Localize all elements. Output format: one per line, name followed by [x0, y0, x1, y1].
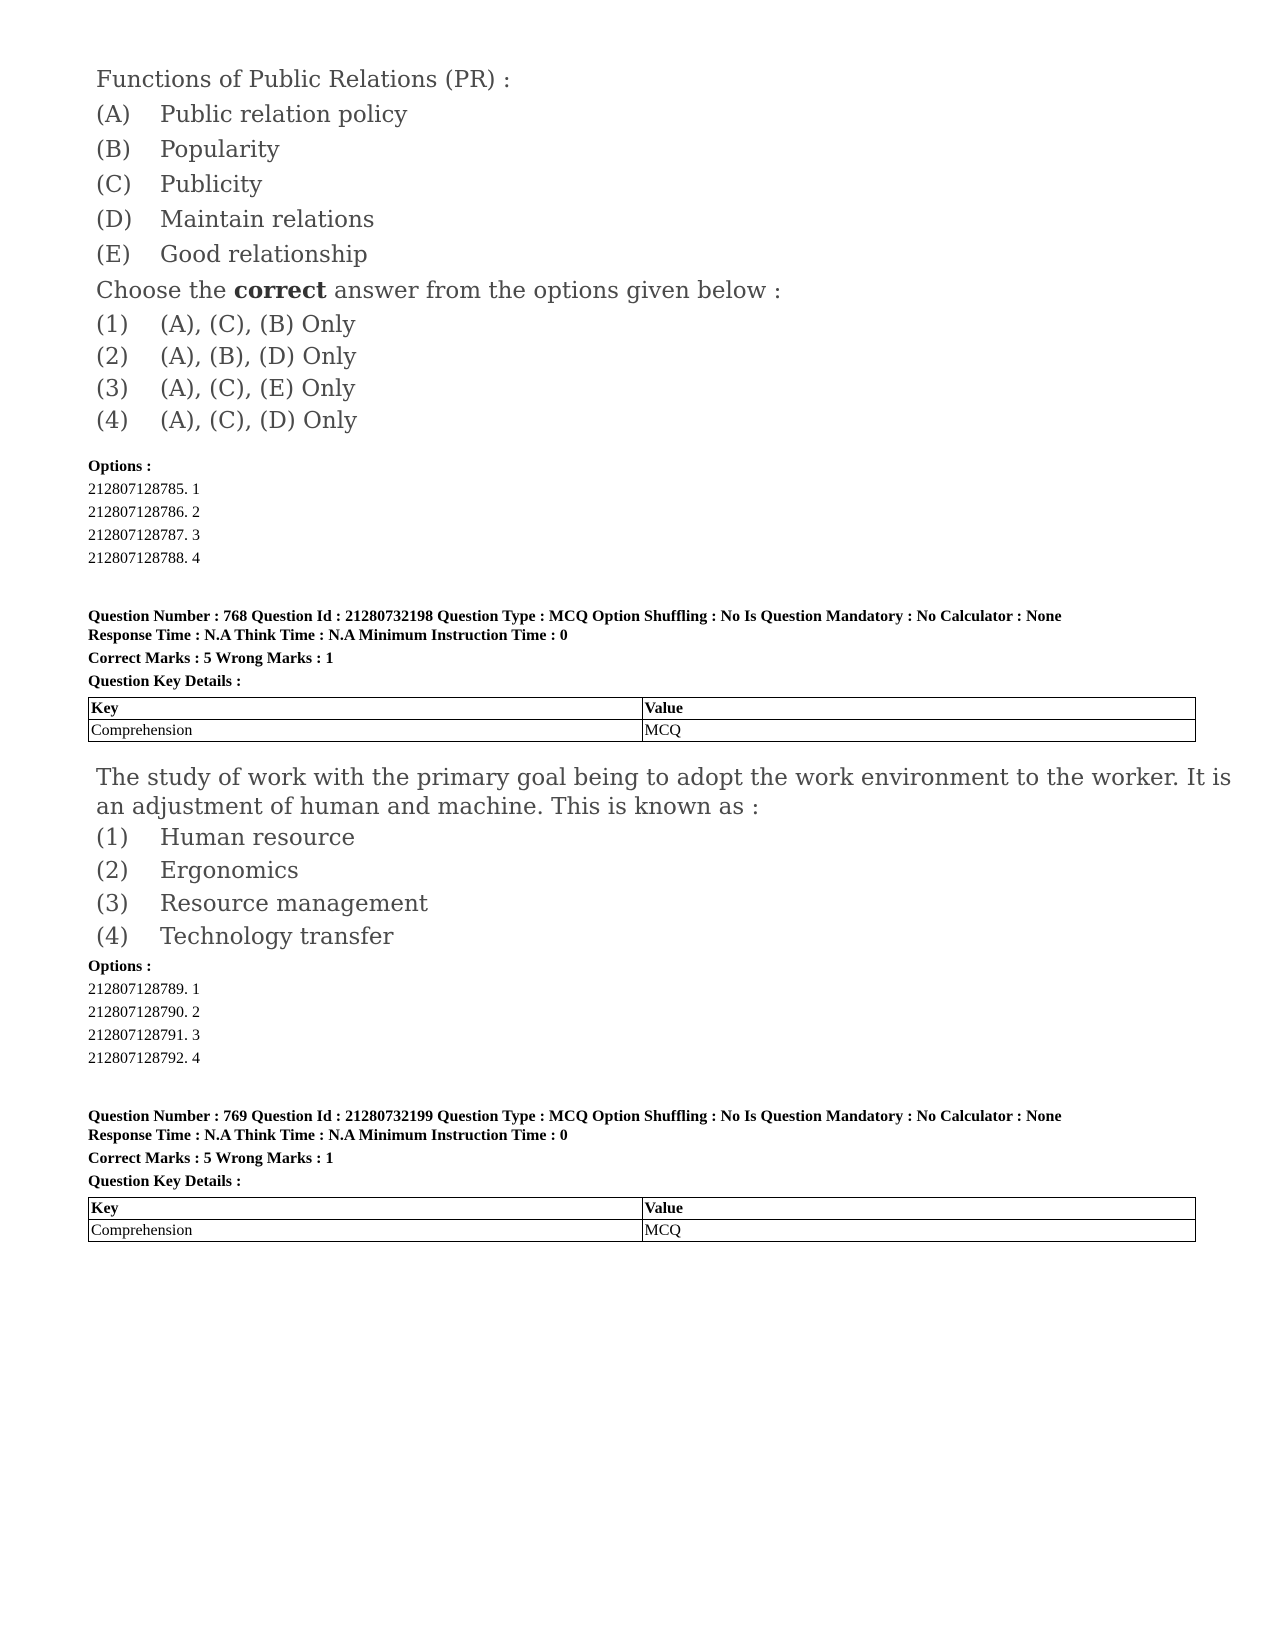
- answer-choice: (1) (A), (C), (B) Only: [96, 312, 356, 338]
- question-meta: Question Number : 769 Question Id : 21280732199 Question Type : MCQ Option Shuffling : No Is Question Mandatory : No Calculator : None Response Time : N.A Think Time : N.A Minimum Instruction Time : 0: [88, 1108, 1062, 1144]
- option-id: 212807128787. 3: [88, 527, 200, 544]
- marks-line: Correct Marks : 5 Wrong Marks : 1: [88, 650, 334, 667]
- question-text: The study of work with the primary goal being to adopt the work environment to the worker. It is: [96, 765, 1232, 791]
- answer-choice: (4) Technology transfer: [96, 924, 394, 950]
- item-text: Good relationship: [160, 242, 368, 268]
- key-details-label: Question Key Details :: [88, 673, 242, 690]
- question-heading: Functions of Public Relations (PR) :: [96, 67, 511, 93]
- statement-item: [96, 133, 781, 168]
- item-label: (C): [96, 172, 132, 198]
- option-id: 212807128788. 4: [88, 550, 200, 567]
- option-id: 212807128785. 1: [88, 481, 200, 498]
- instruction: Choose the correct answer from the options given below :: [96, 277, 782, 304]
- key-details-table: [88, 697, 1196, 742]
- option-id: 212807128789. 1: [88, 981, 200, 998]
- question-767-image: [96, 62, 781, 437]
- answer-choice: (2) Ergonomics: [96, 858, 299, 884]
- item-text: Maintain relations: [160, 207, 375, 233]
- option-id: 212807128790. 2: [88, 1004, 200, 1021]
- table-header-cell: Key: [89, 698, 643, 720]
- options-label: Options :: [88, 958, 152, 975]
- item-label: (D): [96, 207, 133, 233]
- answer-choice: (1) Human resource: [96, 825, 356, 851]
- statement-item: [96, 203, 781, 238]
- item-text: Public relation policy: [160, 102, 408, 128]
- option-id: 212807128786. 2: [88, 504, 200, 521]
- question-meta: Question Number : 768 Question Id : 21280732198 Question Type : MCQ Option Shuffling : No Is Question Mandatory : No Calculator : None Response Time : N.A Think Time : N.A Minimum Instruction Time : 0: [88, 608, 1062, 644]
- item-text: Publicity: [160, 172, 263, 198]
- key-details-table: [88, 1197, 1196, 1242]
- marks-line: Correct Marks : 5 Wrong Marks : 1: [88, 1150, 334, 1167]
- statement-item: [96, 238, 781, 273]
- question-text: an adjustment of human and machine. This is known as :: [96, 794, 760, 820]
- table-header-cell: Value: [642, 698, 1196, 720]
- table-header-cell: Key: [89, 1198, 643, 1220]
- table-header-row: [89, 1198, 1196, 1220]
- item-label: (A): [96, 102, 131, 128]
- statement-item: [96, 168, 781, 203]
- table-row: [89, 720, 1196, 742]
- item-text: Popularity: [160, 137, 280, 163]
- table-cell: MCQ: [642, 720, 1196, 742]
- option-id: 212807128792. 4: [88, 1050, 200, 1067]
- item-label: (E): [96, 242, 131, 268]
- table-header-cell: Value: [642, 1198, 1196, 1220]
- table-row: [89, 1220, 1196, 1242]
- answer-choice: (2) (A), (B), (D) Only: [96, 344, 357, 370]
- answer-choice: (3) Resource management: [96, 891, 429, 917]
- answer-choice: (3) (A), (C), (E) Only: [96, 376, 356, 402]
- table-header-row: [89, 698, 1196, 720]
- answer-choice: (4) (A), (C), (D) Only: [96, 408, 358, 434]
- table-cell: Comprehension: [89, 720, 643, 742]
- key-details-label: Question Key Details :: [88, 1173, 242, 1190]
- table-cell: MCQ: [642, 1220, 1196, 1242]
- statement-item: [96, 98, 781, 133]
- table-cell: Comprehension: [89, 1220, 643, 1242]
- option-id: 212807128791. 3: [88, 1027, 200, 1044]
- question-768-image: [96, 764, 1231, 954]
- options-label: Options :: [88, 458, 152, 475]
- item-label: (B): [96, 137, 131, 163]
